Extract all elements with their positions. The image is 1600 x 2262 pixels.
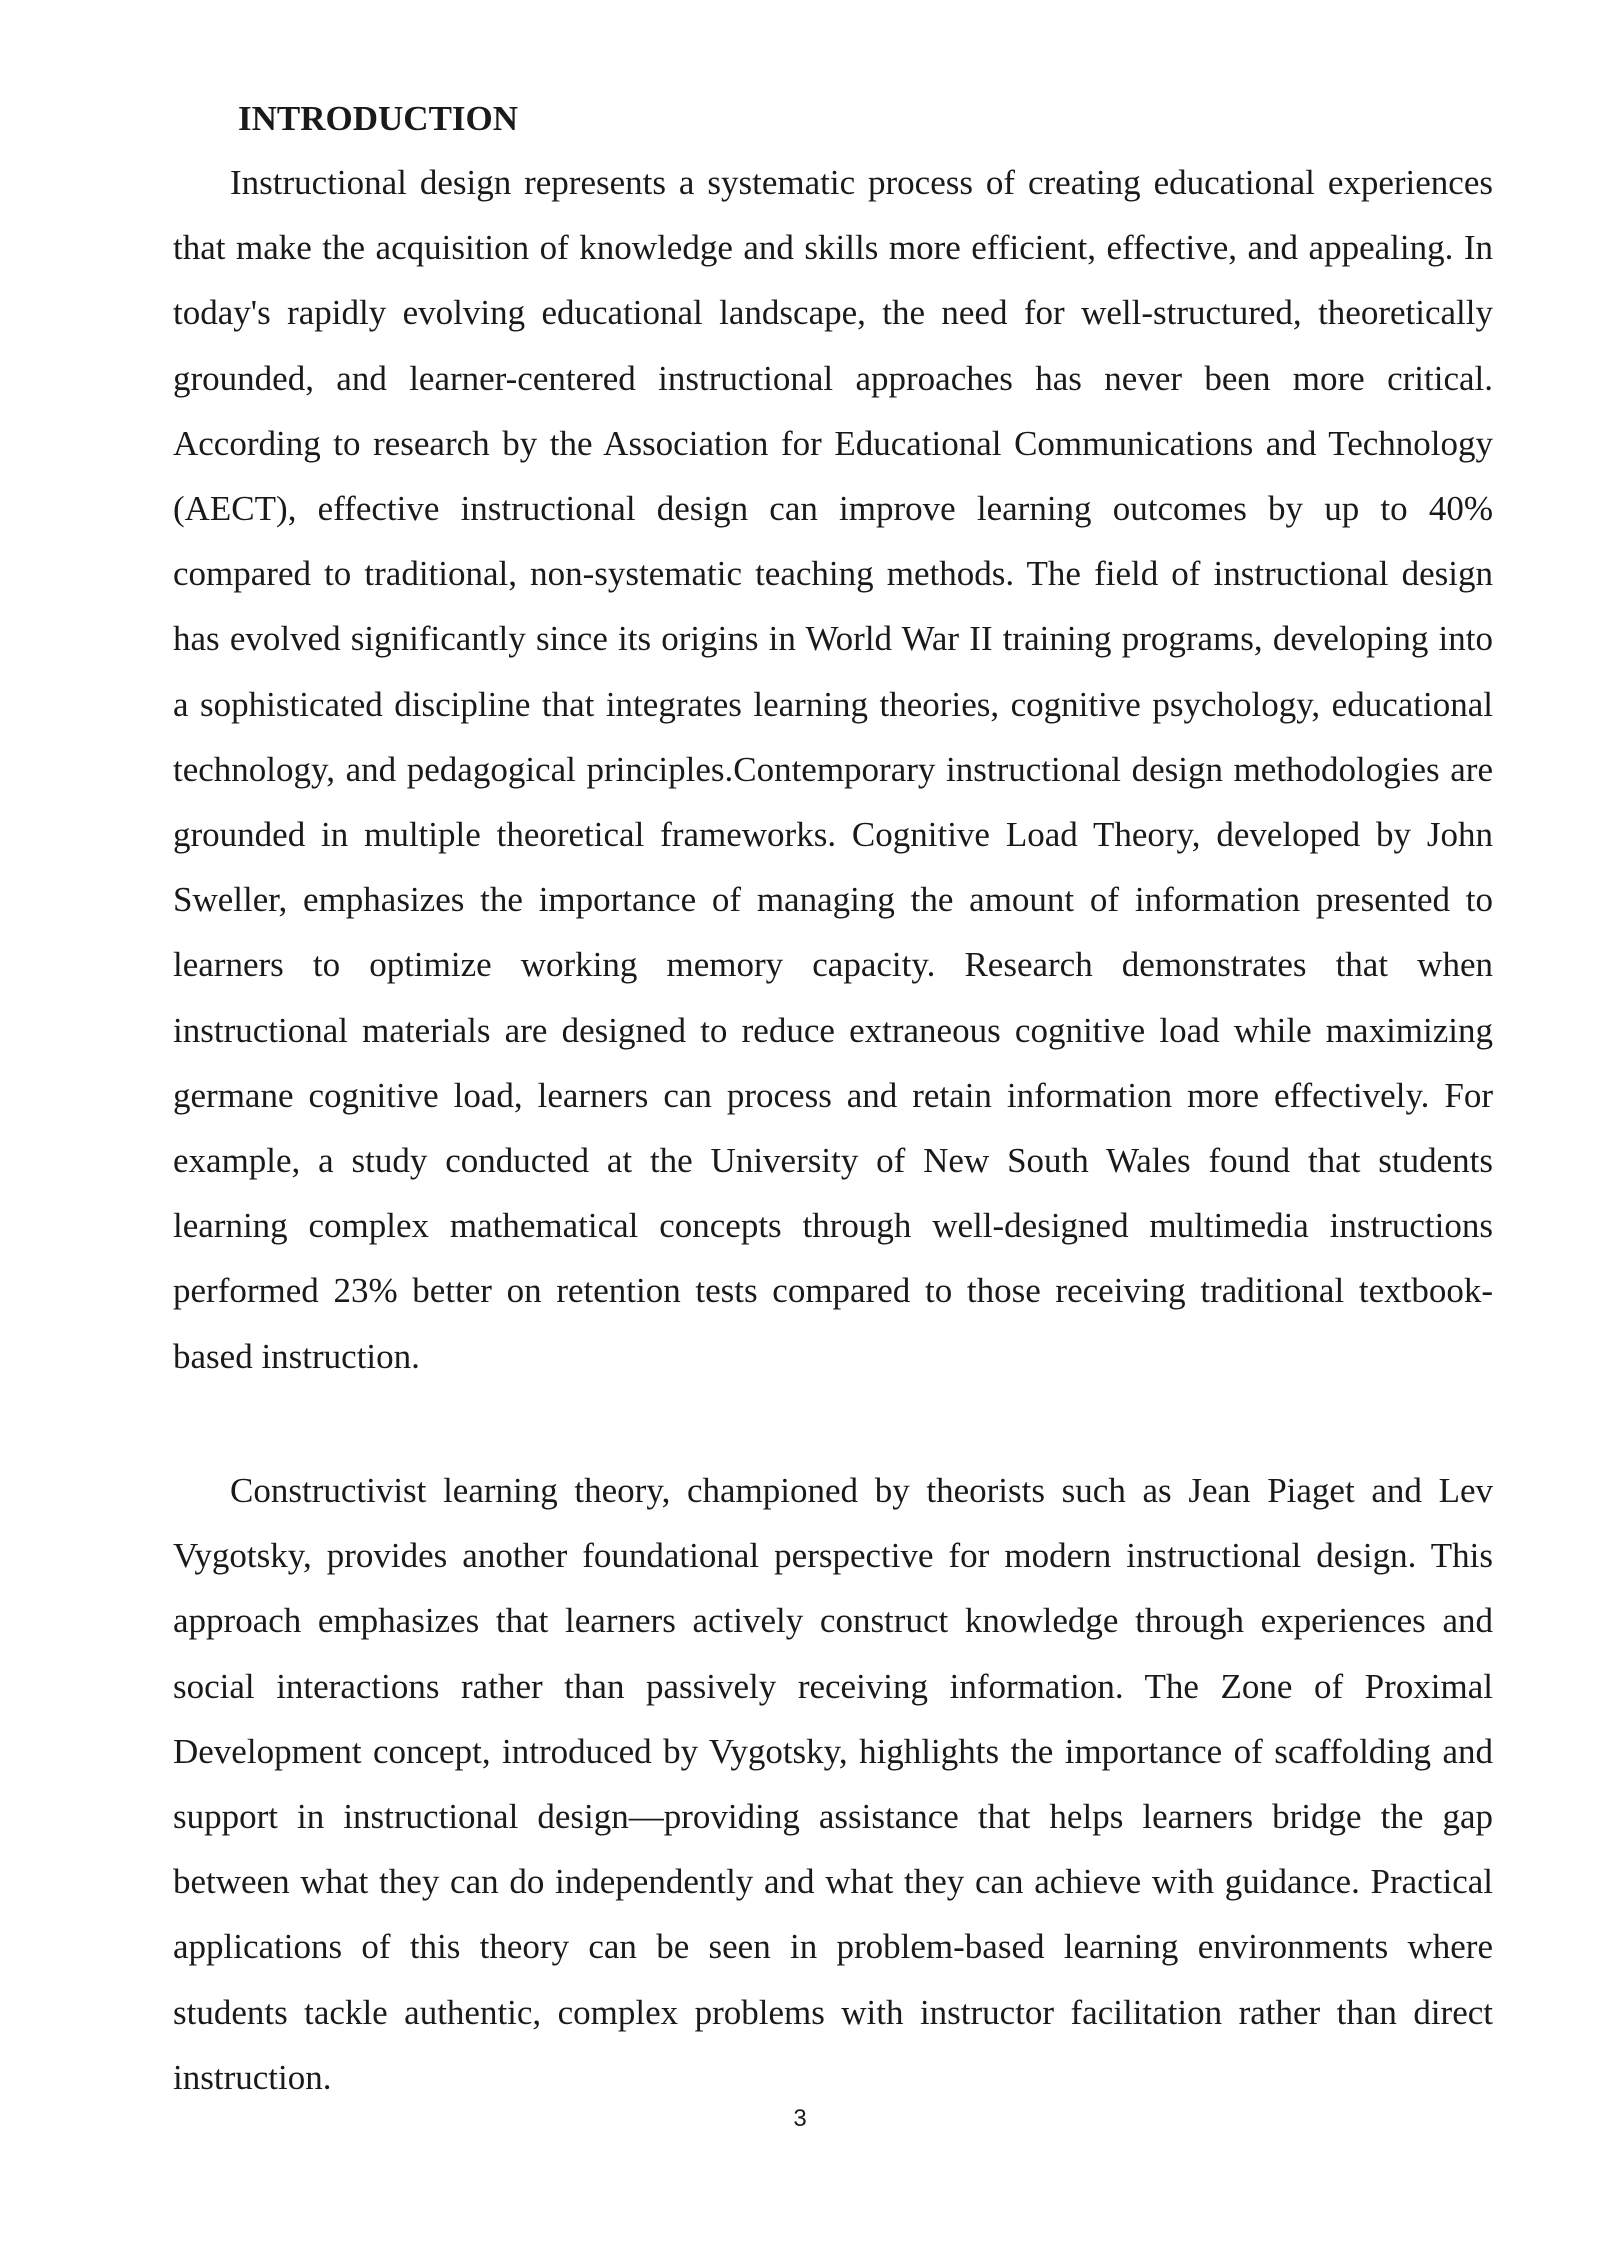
section-heading: INTRODUCTION [238, 99, 519, 138]
body-paragraph-2: Constructivist learning theory, championed by theorists such as Jean Piaget and Lev Vygotsky, provides another foundational perspective for modern instructional design. This approach emphasizes that learners actively construct knowledge through experiences and social interactions rather than passively receiving information. The Zone of Proximal Development concept, introduced by Vygotsky, highlights the importance of scaffolding and support in instructional design—providing assistance that helps learners bridge the gap between what they can do independently and what they can achieve with guidance. Practical applications of this theory can be seen in problem-based learning environments where students tackle authentic, complex problems with instructor facilitation rather than direct instruction. [173, 1471, 1493, 2097]
page-number: 3 [793, 2105, 807, 2132]
body-paragraph-1: Instructional design represents a systematic process of creating educational experiences that make the acquisition of knowledge and skills more efficient, effective, and appealing. In today's rapidly evolving educational landscape, the need for well-structured, theoretically grounded, and learner-centered instructional approaches has never been more critical. According to research by the Association for Educational Communications and Technology (AECT), effective instructional design can improve learning outcomes by up to 40% compared to traditional, non-systematic teaching methods. The field of instructional design has evolved significantly since its origins in World War II training programs, developing into a sophisticated discipline that integrates learning theories, cognitive psychology, educational technology, and pedagogical principles.Contemporary instructional design methodologies are grounded in multiple theoretical frameworks. Cognitive Load Theory, developed by John Sweller, emphasizes the importance of managing the amount of information presented to learners to optimize working memory capacity. Research demonstrates that when instructional materials are designed to reduce extraneous cognitive load while maximizing germane cognitive load, learners can process and retain information more effectively. For example, a study conducted at the University of New South Wales found that students learning complex mathematical concepts through well-designed multimedia instructions performed 23% better on retention tests compared to those receiving traditional textbook-based instruction. [173, 163, 1493, 1376]
